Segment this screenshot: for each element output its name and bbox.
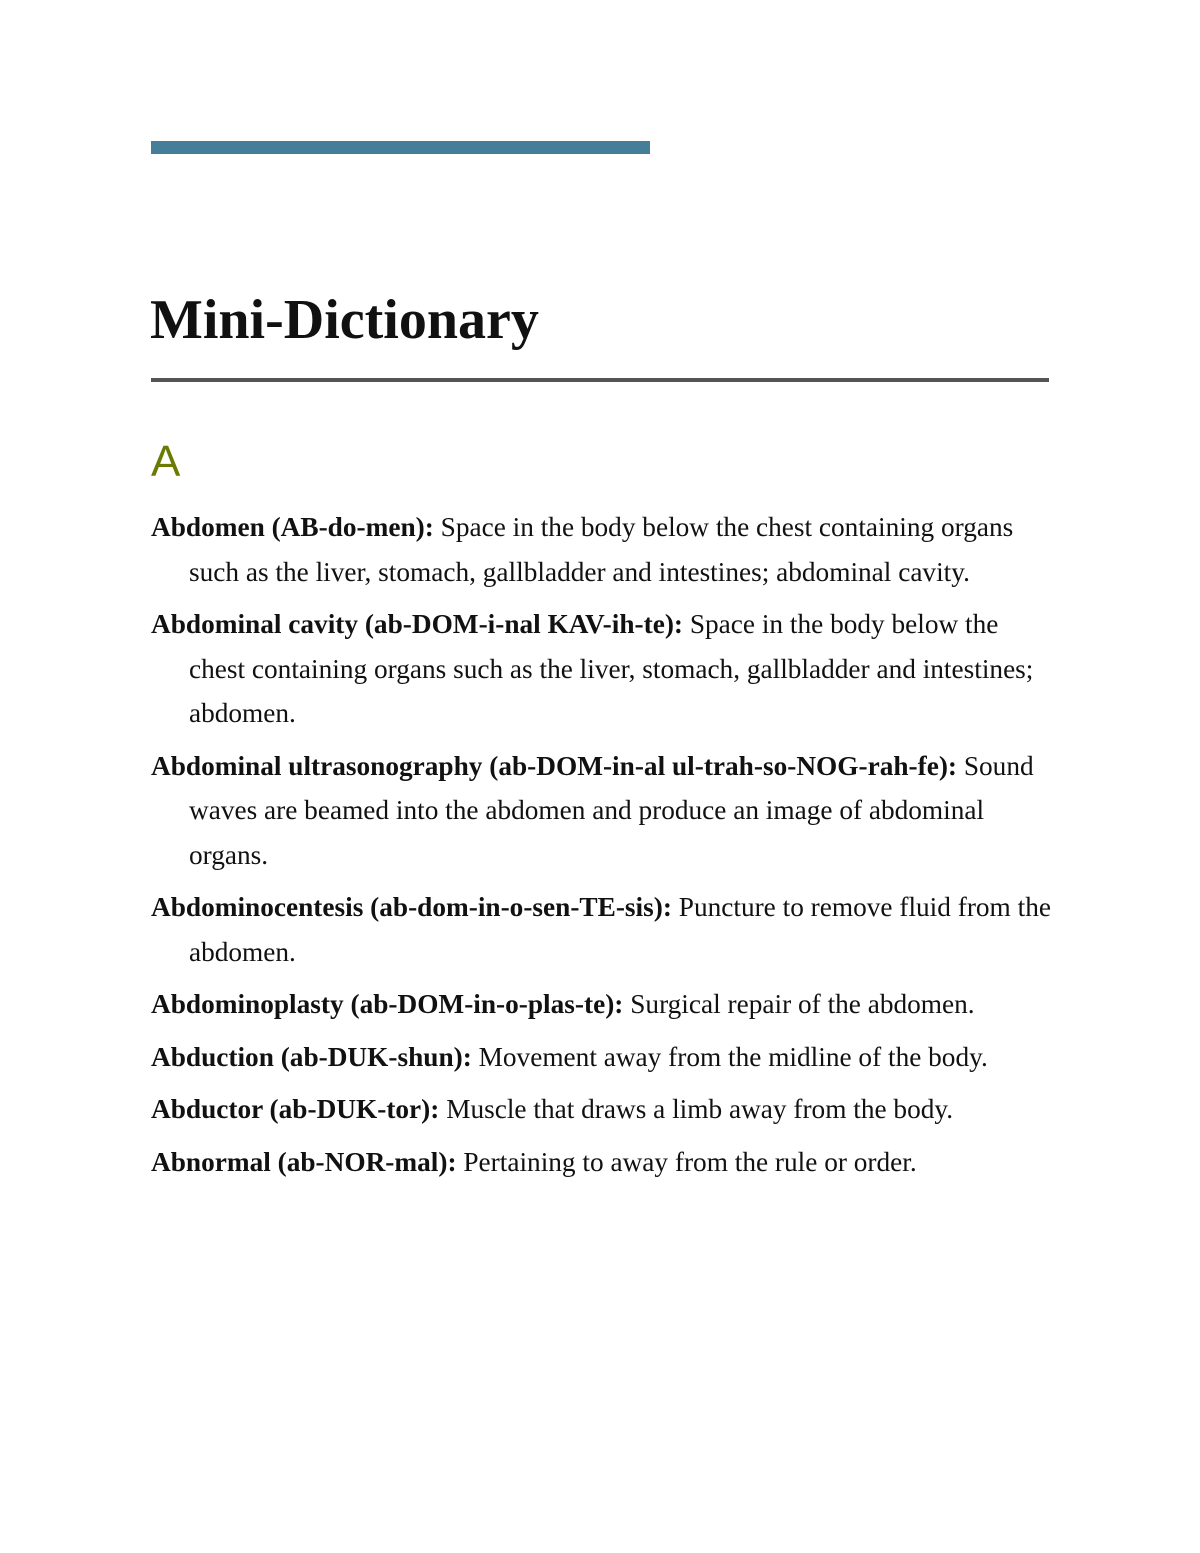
- entry-term: Abdominocentesis (ab-dom-in-o-sen-TE-sis):: [151, 892, 672, 922]
- entry-term: Abduction (ab-DUK-shun):: [151, 1041, 472, 1072]
- dictionary-entry-abnormal: [151, 1140, 1051, 1185]
- entry-definition: Puncture to remove fluid from the abdomen.: [189, 892, 1051, 967]
- entry-term: Abdominal ultrasonography (ab-DOM-in-al ul-trah-so-NOG-rah-fe):: [151, 750, 958, 781]
- section-letter: A: [151, 437, 181, 486]
- dictionary-entry-list: [151, 505, 1051, 1192]
- title-divider: [151, 378, 1049, 382]
- entry-definition: Surgical repair of the abdomen.: [630, 989, 975, 1019]
- entry-term: Abdominoplasty (ab-DOM-in-o-plas-te):: [151, 989, 624, 1019]
- entry-term: Abdomen (AB-do-men):: [151, 512, 434, 542]
- dictionary-entry-abdominal-cavity: [151, 602, 1051, 736]
- entry-definition: Muscle that draws a limb away from the body.: [446, 1094, 954, 1124]
- dictionary-entry-abduction: [151, 1035, 1051, 1080]
- entry-definition: Space in the body below the chest containing organs such as the liver, stomach, gallbladder and intestines; abdominal cavity.: [189, 512, 1014, 587]
- entry-definition: Pertaining to away from the rule or order.: [463, 1146, 917, 1177]
- dictionary-entry-abdominoplasty: [151, 982, 1051, 1027]
- entry-term: Abdominal cavity (ab-DOM-i-nal KAV-ih-te):: [151, 609, 684, 639]
- entry-term: Abductor (ab-DUK-tor):: [151, 1094, 440, 1124]
- entry-term: Abnormal (ab-NOR-mal):: [151, 1146, 457, 1177]
- page-title: Mini-Dictionary: [150, 289, 539, 351]
- entry-definition: Sound waves are beamed into the abdomen and produce an image of abdominal organs.: [189, 750, 1034, 870]
- dictionary-entry-abdomen: [151, 505, 1051, 594]
- header-accent-bar: [151, 141, 650, 154]
- dictionary-entry-abdominocentesis: [151, 885, 1051, 974]
- dictionary-entry-abdominal-ultrasonography: [151, 744, 1051, 878]
- entry-definition: Movement away from the midline of the body.: [478, 1041, 988, 1072]
- dictionary-entry-abductor: [151, 1087, 1051, 1132]
- entry-definition: Space in the body below the chest containing organs such as the liver, stomach, gallbladder and intestines; abdomen.: [189, 609, 1034, 728]
